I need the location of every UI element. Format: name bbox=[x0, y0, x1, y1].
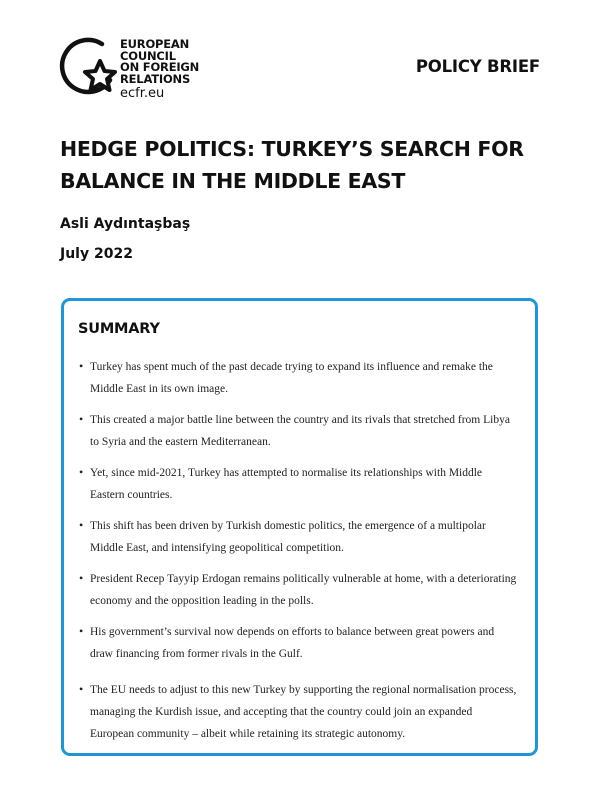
logo-line: COUNCIL bbox=[120, 48, 176, 63]
bullet-icon: • bbox=[79, 518, 84, 532]
summary-heading: SUMMARY bbox=[78, 321, 160, 337]
author-name: Asli Aydıntaşbaş bbox=[60, 216, 191, 232]
list-item-text: The EU needs to adjust to this new Turkey by supporting the regional normalisation process, managing the Kurdish issue, and accepting that the country could join an expanded European community – albeit while retaining its strategic autonomy. bbox=[90, 684, 517, 740]
bullet-icon: • bbox=[79, 682, 84, 696]
list-item bbox=[78, 621, 518, 665]
list-item-text: His government’s survival now depends on efforts to balance between great powers and draw financing from former rivals in the Gulf. bbox=[90, 626, 495, 660]
summary-box bbox=[61, 298, 538, 756]
list-item bbox=[78, 568, 518, 612]
ecfr-logo bbox=[58, 34, 248, 106]
logo-line: RELATIONS bbox=[120, 71, 191, 86]
bullet-icon: • bbox=[79, 624, 84, 638]
bullet-icon: • bbox=[79, 571, 84, 585]
bullet-icon: • bbox=[79, 465, 84, 479]
list-item bbox=[78, 515, 518, 559]
page-title bbox=[60, 133, 560, 197]
list-item bbox=[78, 409, 518, 453]
publication-date: July 2022 bbox=[60, 246, 133, 262]
list-item-text: Yet, since mid-2021, Turkey has attempted to normalise its relationships with Middle Eastern countries. bbox=[90, 467, 483, 501]
list-item bbox=[78, 679, 518, 745]
logo-line: ON FOREIGN bbox=[120, 60, 200, 74]
list-item bbox=[78, 356, 518, 400]
logo-wordmark bbox=[120, 39, 199, 85]
list-item bbox=[78, 462, 518, 506]
logo-url: ecfr.eu bbox=[120, 86, 165, 101]
bullet-icon: • bbox=[79, 412, 84, 426]
document-type-label: POLICY BRIEF bbox=[415, 57, 540, 76]
list-item-text: President Recep Tayyip Erdogan remains politically vulnerable at home, with a deteriorating economy and the opposition leading in the polls. bbox=[90, 573, 517, 607]
title-line: BALANCE IN THE MIDDLE EAST bbox=[60, 169, 406, 193]
list-item-text: This shift has been driven by Turkish domestic politics, the emergence of a multipolar Middle East, and intensifying geopolitical competition. bbox=[90, 520, 486, 554]
list-item-text: This created a major battle line between the country and its rivals that stretched from Libya to Syria and the eastern Mediterranean. bbox=[90, 414, 510, 448]
summary-list bbox=[78, 356, 518, 745]
logo-line: EUROPEAN bbox=[120, 37, 190, 51]
list-item-text: Turkey has spent much of the past decade trying to expand its influence and remake the Middle East in its own image. bbox=[90, 361, 493, 395]
circle-star-logo-icon bbox=[58, 34, 118, 100]
title-line: HEDGE POLITICS: TURKEY’S SEARCH FOR bbox=[60, 137, 524, 161]
bullet-icon: • bbox=[79, 359, 84, 373]
